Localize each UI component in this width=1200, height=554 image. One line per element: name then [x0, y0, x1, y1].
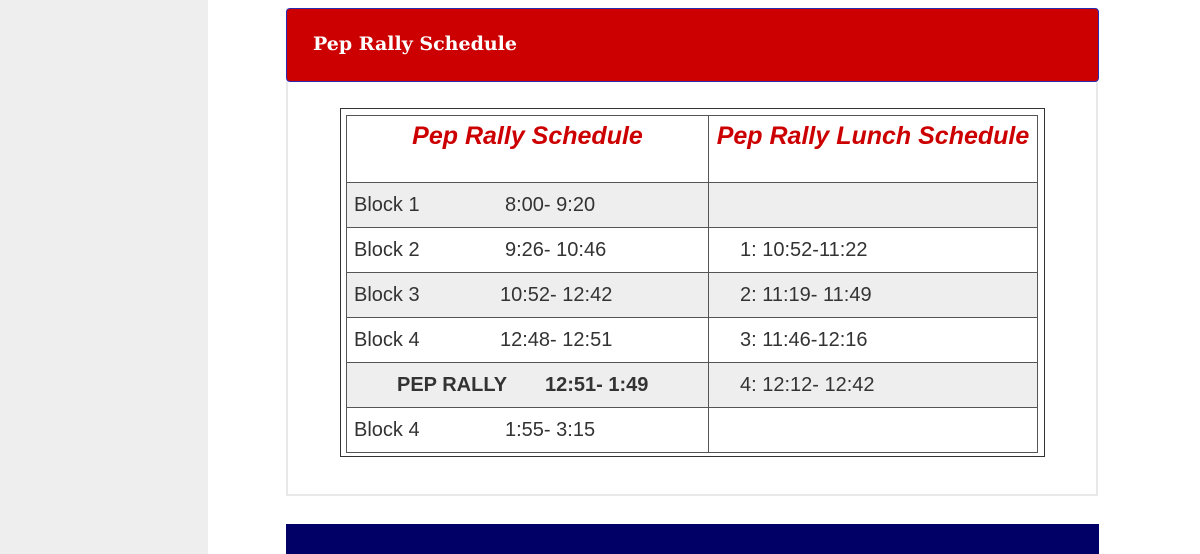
block-name: Block 3 [354, 284, 420, 306]
table-row [347, 273, 1038, 318]
block-name: Block 2 [354, 239, 420, 261]
schedule-cell [347, 318, 709, 363]
column-header-lunch [709, 116, 1038, 183]
panel-title: Pep Rally Schedule [313, 33, 517, 55]
lunch-cell [709, 183, 1038, 228]
block-name: Block 4 [354, 419, 420, 441]
table-row-pep-rally [347, 363, 1038, 408]
lunch-cell [709, 318, 1038, 363]
lunch-cell [709, 363, 1038, 408]
lunch-time: 4: 12:12- 12:42 [740, 374, 875, 396]
block-time: 9:26- 10:46 [505, 239, 607, 261]
lunch-cell [709, 228, 1038, 273]
lunch-cell [709, 408, 1038, 453]
lunch-cell [709, 273, 1038, 318]
schedule-cell [347, 363, 709, 408]
block-name: Block 1 [354, 194, 420, 216]
schedule-cell [347, 408, 709, 453]
pep-rally-time: 12:51- 1:49 [545, 374, 649, 396]
table-row [347, 408, 1038, 453]
table-row [347, 183, 1038, 228]
left-gutter [0, 0, 208, 554]
table-row [347, 318, 1038, 363]
schedule-table [346, 115, 1038, 453]
lunch-time: 2: 11:19- 11:49 [740, 284, 872, 306]
block-time: 1:55- 3:15 [505, 419, 596, 441]
block-name: Block 4 [354, 329, 420, 351]
column-header-schedule [347, 116, 709, 183]
panel-header [286, 8, 1099, 82]
schedule-cell [347, 273, 709, 318]
pep-rally-label: PEP RALLY [397, 374, 508, 396]
lunch-time: 3: 11:46-12:16 [740, 329, 868, 351]
schedule-cell [347, 183, 709, 228]
block-time: 8:00- 9:20 [505, 194, 596, 216]
lunch-time: 1: 10:52-11:22 [740, 239, 868, 261]
table-row [347, 228, 1038, 273]
schedule-cell [347, 228, 709, 273]
column-heading: Pep Rally Lunch Schedule [716, 122, 1030, 150]
next-section-header [286, 524, 1099, 554]
column-heading: Pep Rally Schedule [412, 122, 643, 150]
block-time: 10:52- 12:42 [500, 284, 613, 306]
table-header-row [347, 116, 1038, 183]
block-time: 12:48- 12:51 [500, 329, 613, 351]
